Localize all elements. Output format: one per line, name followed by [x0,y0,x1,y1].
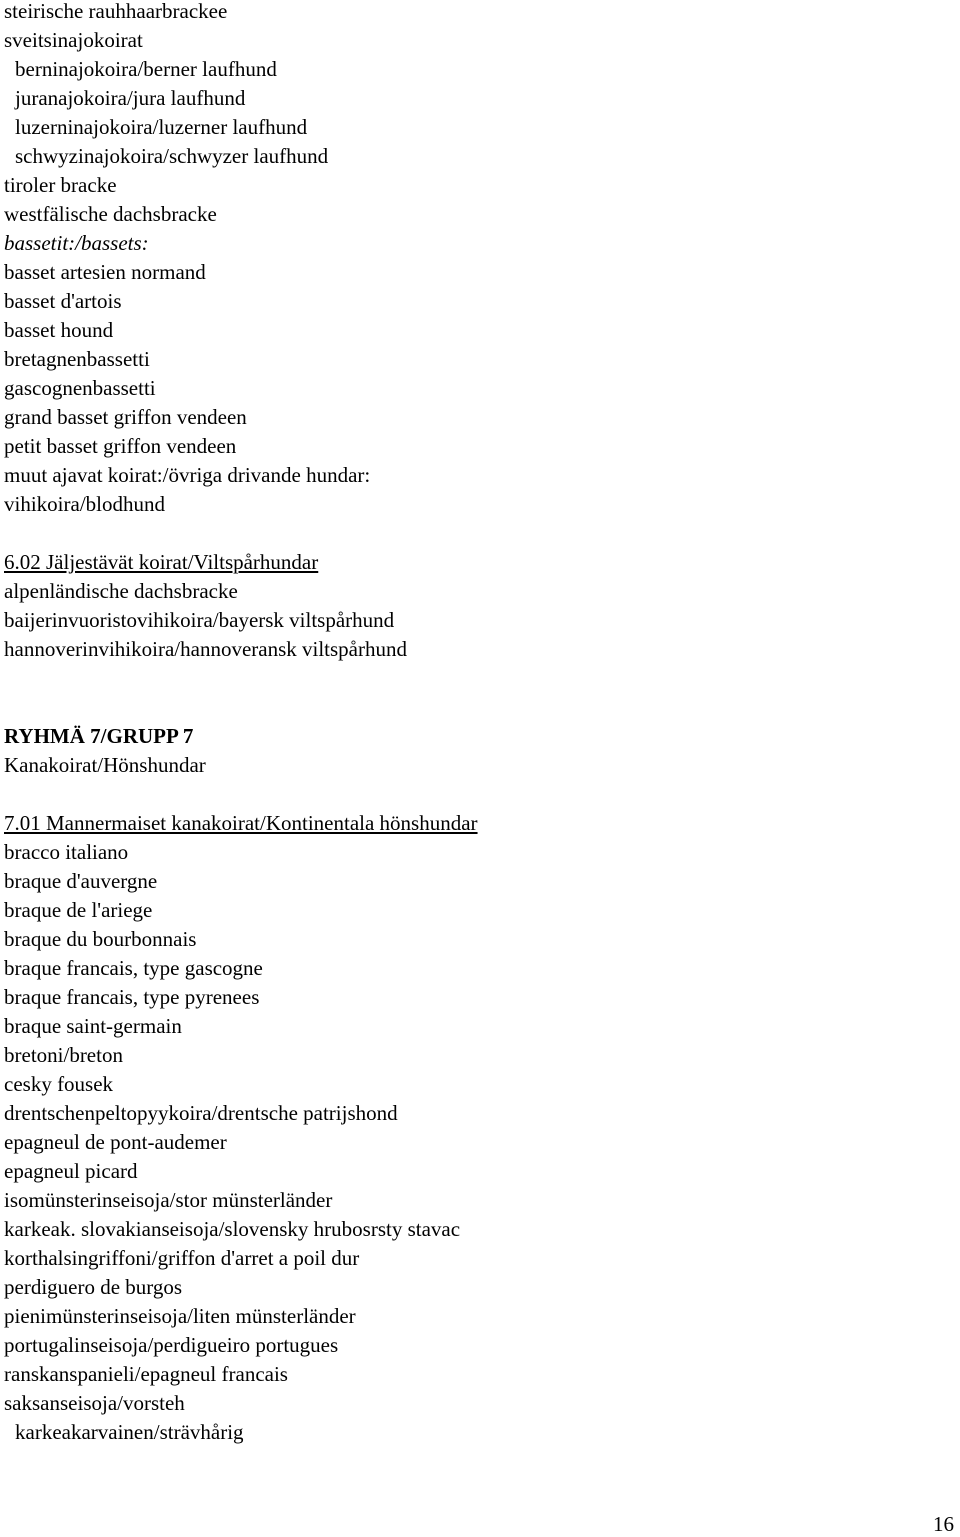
breed-line: cesky fousek [4,1072,114,1096]
category-line: sveitsinajokoirat [4,28,143,52]
breed-line: drentschenpeltopyykoira/drentsche patrijshond [4,1101,398,1125]
breed-line: basset artesien normand [4,260,206,284]
breed-line: basset hound [4,318,114,342]
breed-line: ranskanspanieli/epagneul francais [4,1362,288,1386]
breed-line: pienimünsterinseisoja/liten münsterländer [4,1304,356,1328]
breed-line: portugalinseisoja/perdigueiro portugues [4,1333,339,1357]
breed-line: braque du bourbonnais [4,927,197,951]
breed-line: bracco italiano [4,840,129,864]
group-title: RYHMÄ 7/GRUPP 7 [4,724,194,748]
breed-line: saksanseisoja/vorsteh [4,1391,185,1415]
breed-line: isomünsterinseisoja/stor münsterländer [4,1188,333,1212]
breed-line: karkeak. slovakianseisoja/slovensky hrubosrsty stavac [4,1217,461,1241]
breed-line: braque francais, type gascogne [4,956,263,980]
breed-line: luzerninajokoira/luzerner laufhund [15,115,308,139]
breed-line: baijerinvuoristovihikoira/bayersk viltspårhund [4,608,395,632]
category-line: muut ajavat koirat:/övriga drivande hundar: [4,463,371,487]
breed-line: steirische rauhhaarbrackee [4,0,228,23]
category-line: bassetit:/bassets: [4,231,149,255]
section-heading-7-01: 7.01 Mannermaiset kanakoirat/Kontinentala hönshundar [4,811,478,835]
breed-line: hannoverinvihikoira/hannoveransk viltspårhund [4,637,407,661]
breed-line: gascognenbassetti [4,376,156,400]
breed-line: braque saint-germain [4,1014,182,1038]
breed-line: schwyzinajokoira/schwyzer laufhund [15,144,329,168]
breed-line: grand basset griffon vendeen [4,405,247,429]
breed-line: berninajokoira/berner laufhund [15,57,277,81]
section-heading-6-02: 6.02 Jäljestävät koirat/Viltspårhundar [4,550,319,574]
breed-line: braque d'auvergne [4,869,158,893]
page-number: 16 [933,1512,954,1536]
breed-line: tiroler bracke [4,173,117,197]
breed-line: braque francais, type pyrenees [4,985,260,1009]
breed-line: petit basset griffon vendeen [4,434,237,458]
breed-line: vihikoira/blodhund [4,492,165,516]
breed-line: westfälische dachsbracke [4,202,217,226]
breed-line: epagneul picard [4,1159,138,1183]
breed-line: epagneul de pont-audemer [4,1130,227,1154]
breed-line: bretagnenbassetti [4,347,150,371]
breed-line: alpenländische dachsbracke [4,579,238,603]
breed-line: korthalsingriffoni/griffon d'arret a poil dur [4,1246,360,1270]
breed-line: basset d'artois [4,289,122,313]
breed-line: bretoni/breton [4,1043,123,1067]
breed-line: braque de l'ariege [4,898,153,922]
group-subtitle: Kanakoirat/Hönshundar [4,753,206,777]
breed-line: juranajokoira/jura laufhund [15,86,246,110]
breed-line: perdiguero de burgos [4,1275,183,1299]
breed-line: karkeakarvainen/strävhårig [15,1420,244,1444]
